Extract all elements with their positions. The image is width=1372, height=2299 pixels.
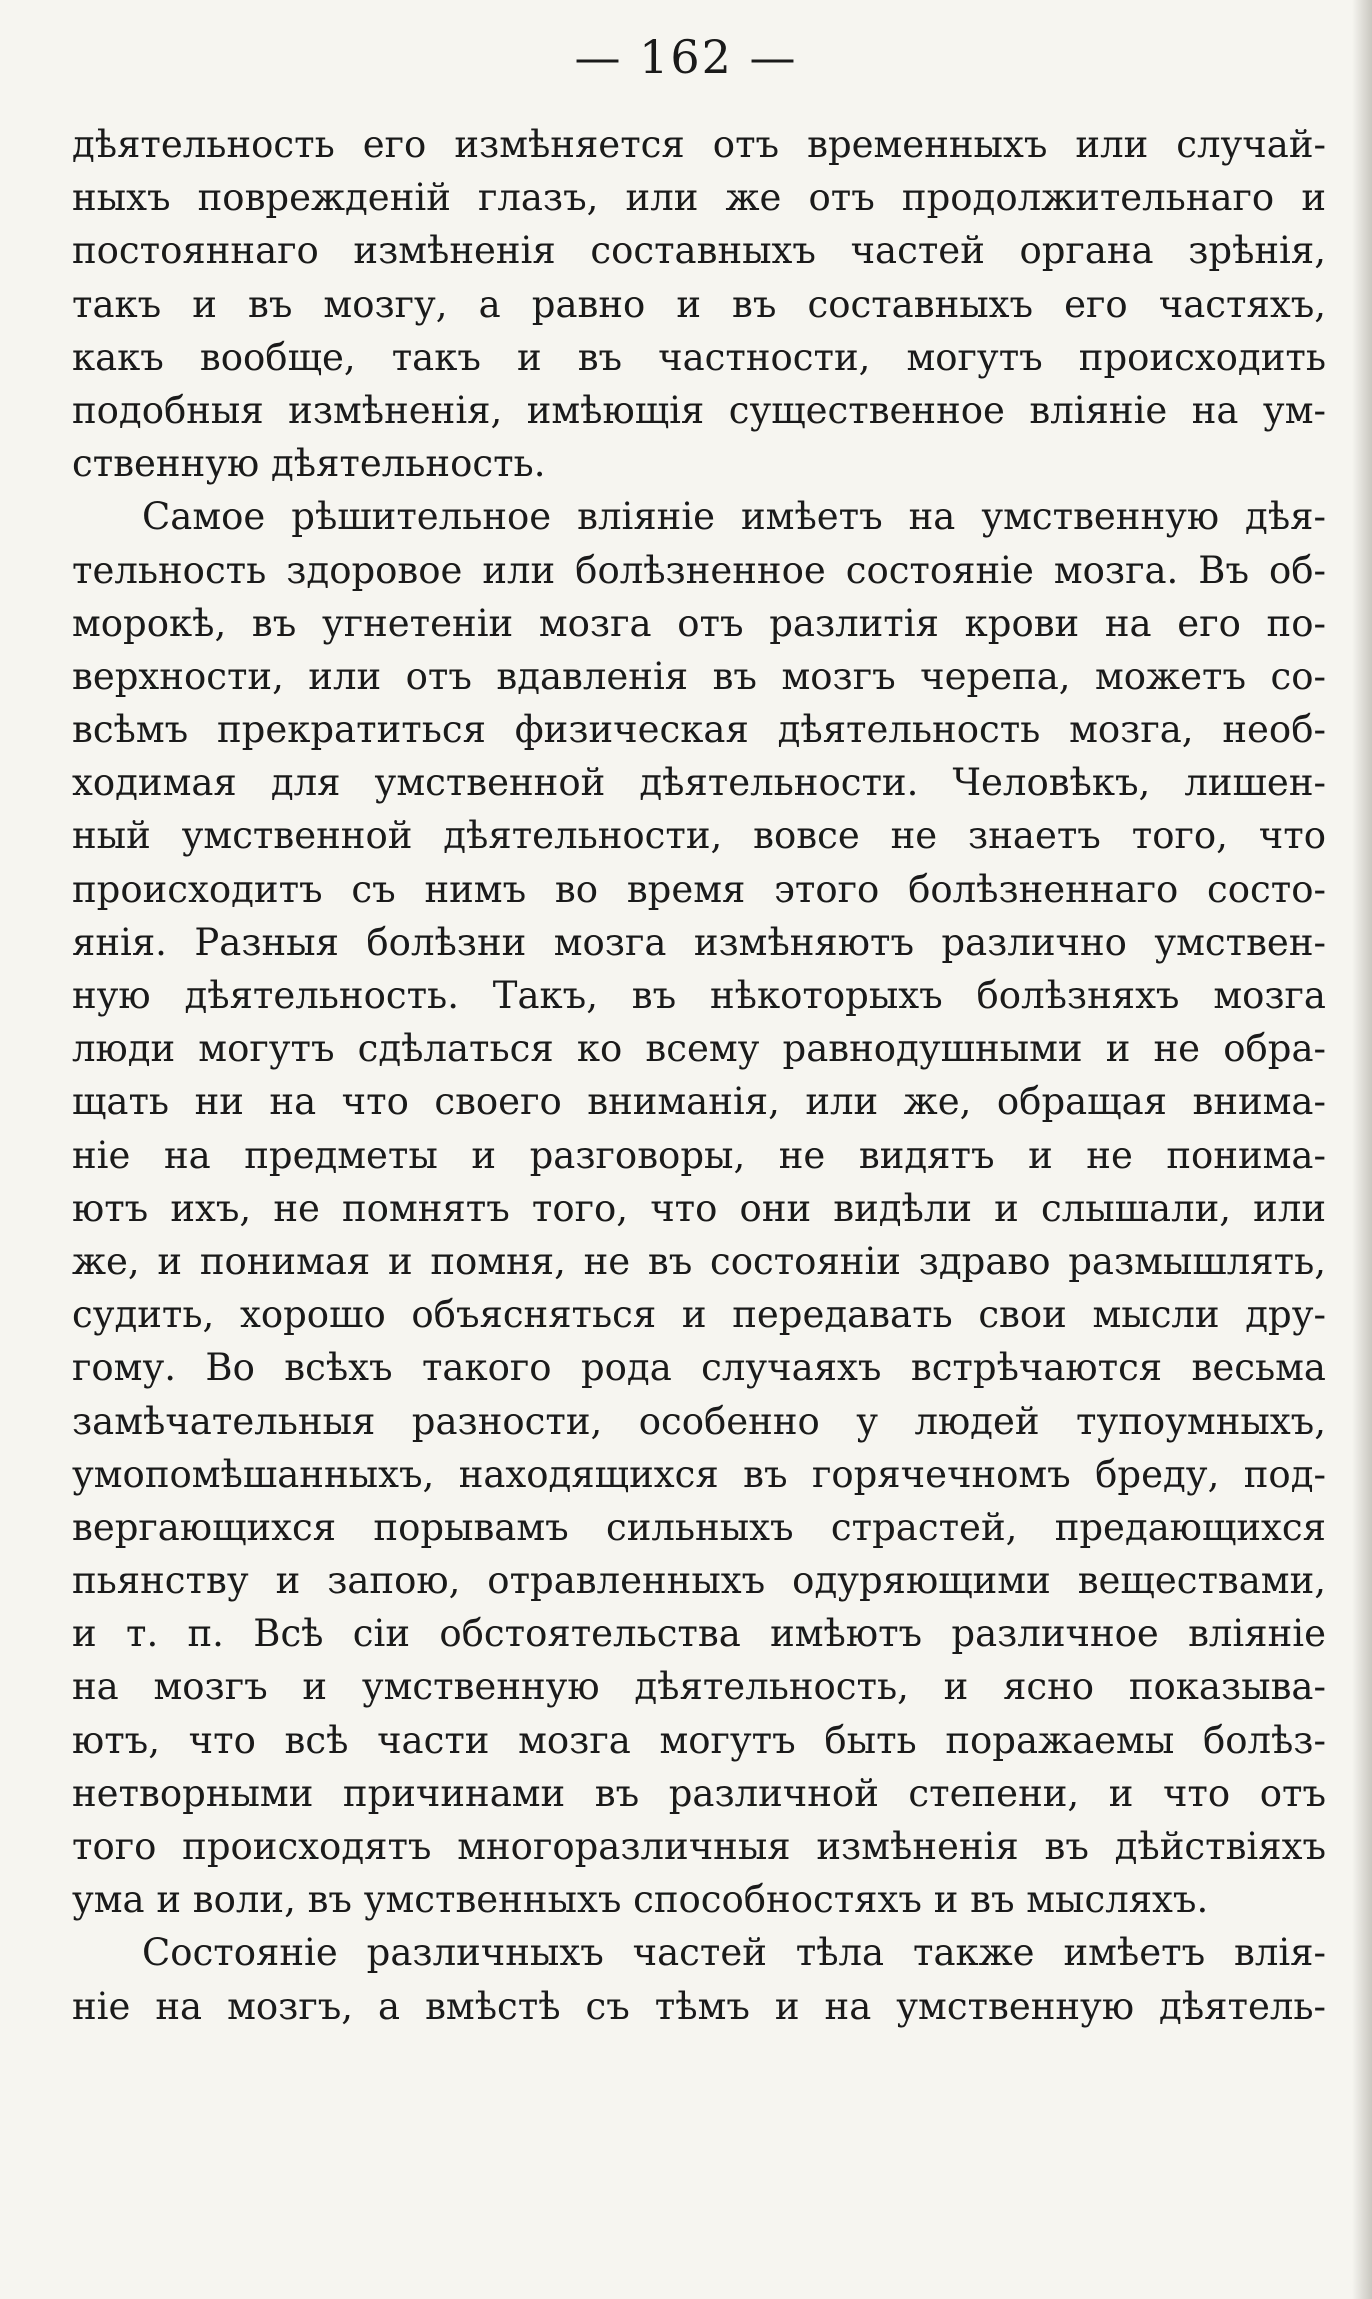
text-line: такъ и въ мозгу, а равно и въ составныхъ его частяхъ, bbox=[72, 282, 1326, 326]
text-line: постояннаго измѣненія составныхъ частей органа зрѣнія, bbox=[72, 229, 1326, 273]
text-line: того происходятъ многоразличныя измѣненія въ дѣйствіяхъ bbox=[72, 1825, 1326, 1868]
text-line: Состояніе различныхъ частей тѣла также имѣетъ влія- bbox=[142, 1931, 1326, 1975]
text-line: судить, хорошо объясняться и передавать свои мысли дру- bbox=[72, 1293, 1326, 1337]
text-line: происходитъ съ нимъ во время этого болѣзненнаго состо- bbox=[72, 867, 1326, 911]
text-line: ную дѣятельность. Такъ, въ нѣкоторыхъ болѣзняхъ мозга bbox=[72, 974, 1326, 1017]
text-line: морокѣ, въ угнетеніи мозга отъ разлитія крови на его по- bbox=[72, 601, 1326, 645]
text-line: ніе на мозгъ, а вмѣстѣ съ тѣмъ и на умственную дѣятель- bbox=[72, 1984, 1326, 2028]
page-number: — 162 — bbox=[574, 30, 798, 84]
text-line: ный умственной дѣятельности, вовсе не знаетъ того, что bbox=[72, 814, 1326, 858]
text-line: всѣмъ прекратиться физическая дѣятельность мозга, необ- bbox=[72, 708, 1326, 752]
text-line: ютъ, что всѣ части мозга могутъ быть поражаемы болѣз- bbox=[72, 1718, 1326, 1762]
text-line: щать ни на что своего вниманія, или же, обращая внима- bbox=[72, 1080, 1326, 1124]
text-line: нетворными причинами въ различной степени, и что отъ bbox=[72, 1771, 1326, 1815]
text-line: люди могутъ сдѣлаться ко всему равнодушными и не обра- bbox=[72, 1027, 1326, 1071]
text-line: и т. п. Всѣ сіи обстоятельства имѣютъ различное вліяніе bbox=[72, 1612, 1326, 1656]
text-line: на мозгъ и умственную дѣятельность, и ясно показыва- bbox=[72, 1665, 1326, 1709]
text-line: ныхъ поврежденій глазъ, или же отъ продолжительнаго и bbox=[72, 176, 1326, 220]
text-line: ходимая для умственной дѣятельности. Человѣкъ, лишен- bbox=[72, 761, 1326, 805]
text-line: ственную дѣятельность. bbox=[72, 442, 546, 486]
text-line: замѣчательныя разности, особенно у людей тупоумныхъ, bbox=[72, 1399, 1326, 1443]
text-line: умопомѣшанныхъ, находящихся въ горячечномъ бреду, под- bbox=[72, 1452, 1326, 1496]
text-line: какъ вообще, такъ и въ частности, могутъ происходить bbox=[72, 335, 1326, 379]
text-line: янія. Разныя болѣзни мозга измѣняютъ различно умствен- bbox=[72, 920, 1326, 964]
text-line: пьянству и запою, отравленныхъ одуряющими веществами, bbox=[72, 1559, 1326, 1603]
page-edge bbox=[1352, 0, 1372, 2299]
text-line: подобныя измѣненія, имѣющія существенное вліяніе на ум- bbox=[72, 388, 1326, 432]
text-line: ніе на предметы и разговоры, не видятъ и не понима- bbox=[72, 1133, 1326, 1177]
text-line: дѣятельность его измѣняется отъ временныхъ или случай- bbox=[72, 123, 1326, 166]
text-line: Самое рѣшительное вліяніе имѣетъ на умственную дѣя- bbox=[142, 495, 1326, 539]
text-line: ума и воли, въ умственныхъ способностяхъ и въ мысляхъ. bbox=[72, 1878, 1209, 1922]
text-line: вергающихся порывамъ сильныхъ страстей, предающихся bbox=[72, 1505, 1326, 1549]
text-line: же, и понимая и помня, не въ состояніи здраво размышлять, bbox=[72, 1239, 1326, 1283]
text-line: верхности, или отъ вдавленія въ мозгъ черепа, можетъ со- bbox=[72, 654, 1326, 698]
body-text bbox=[72, 118, 1326, 2033]
text-line: гому. Во всѣхъ такого рода случаяхъ встрѣчаются весьма bbox=[72, 1346, 1326, 1390]
text-line: ютъ ихъ, не помнятъ того, что они видѣли и слышали, или bbox=[72, 1186, 1326, 1230]
text-line: тельность здоровое или болѣзненное состояніе мозга. Въ об- bbox=[72, 548, 1326, 592]
